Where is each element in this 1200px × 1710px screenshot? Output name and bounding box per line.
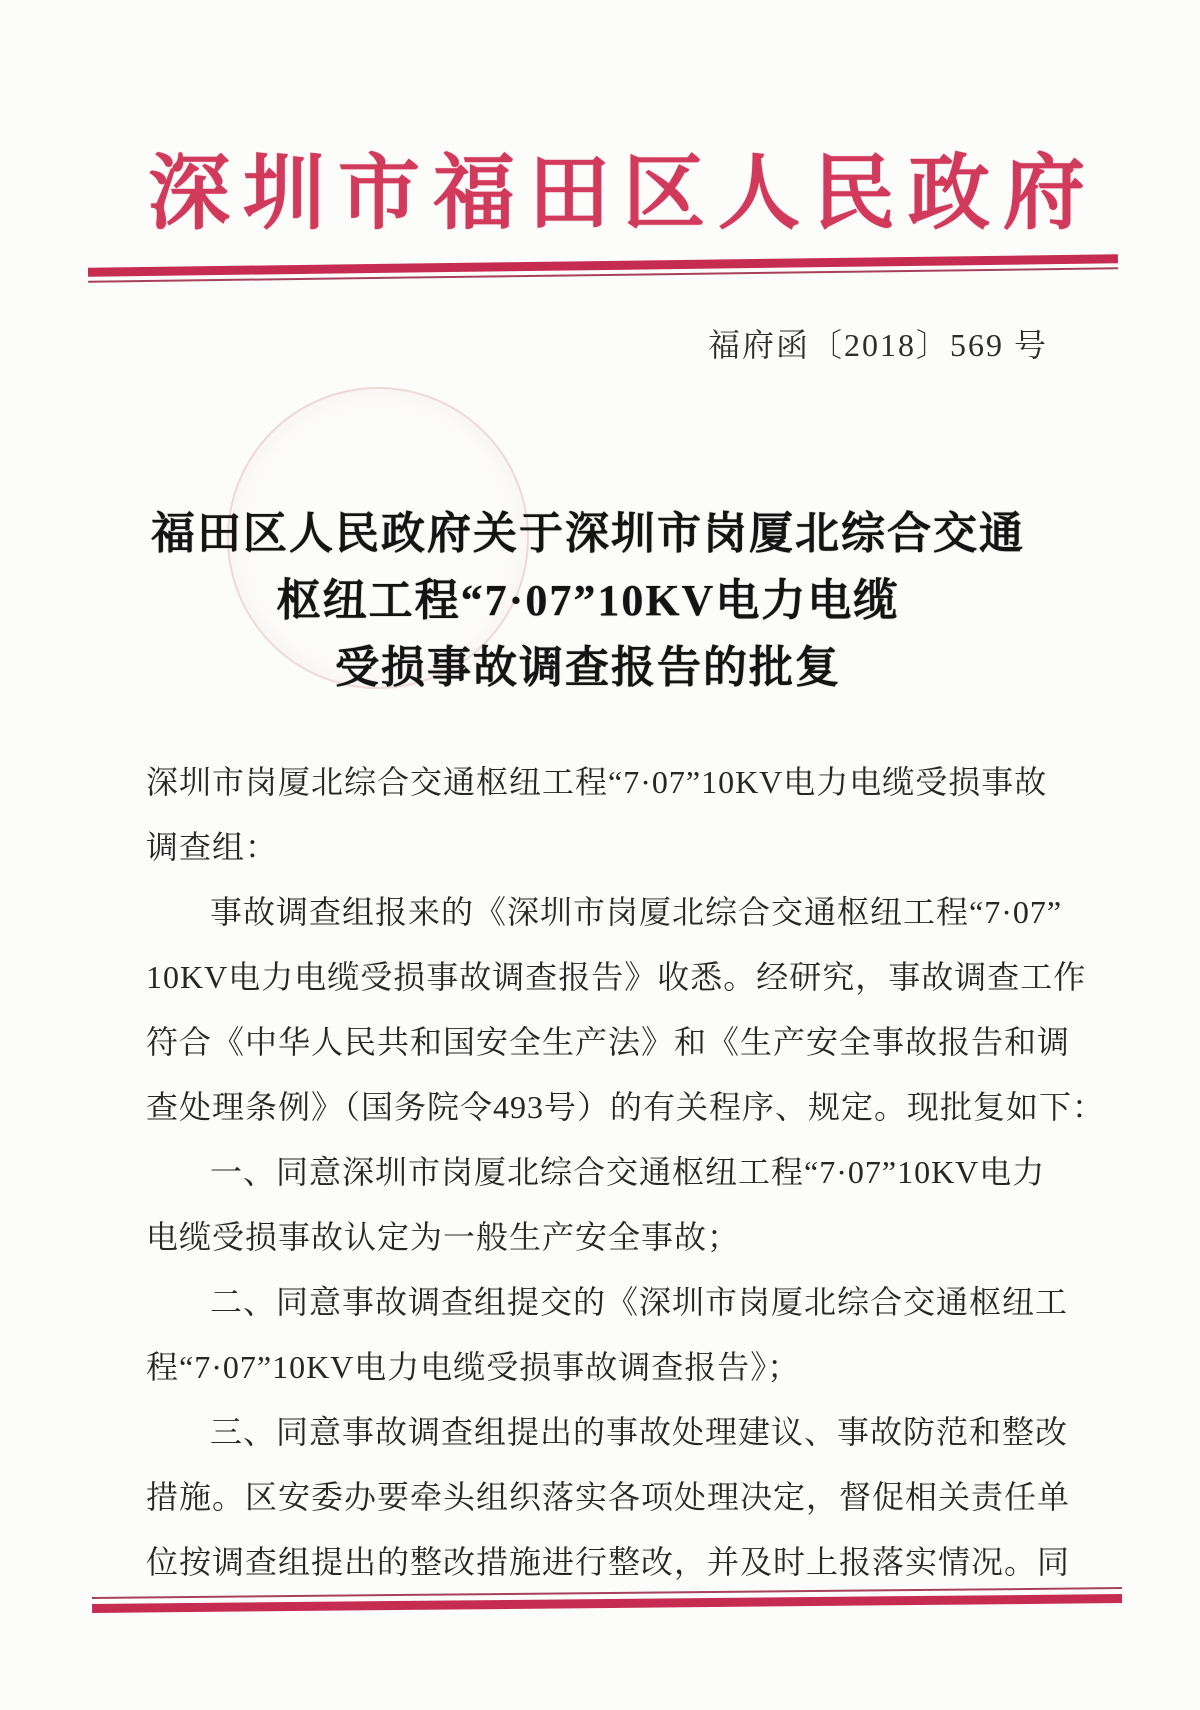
body-line-intro-start: 事故调查组报来的《深圳市岗厦北综合交通枢纽工程“7·07” <box>210 894 1063 930</box>
body-line-intro-cont-1: 10KV电力电缆受损事故调查报告》收悉。经研究，事故调查工作 <box>146 959 1087 995</box>
document-title-line-2: 枢纽工程“7·07”10KV电力电缆 <box>276 576 900 625</box>
letterhead-divider-rule <box>88 254 1118 282</box>
document-title-line-1: 福田区人民政府关于深圳市岗厦北综合交通 <box>151 509 1025 558</box>
body-line-item-3-start: 三、同意事故调查组提出的事故处理建议、事故防范和整改 <box>210 1414 1069 1450</box>
document-body <box>146 750 1106 1595</box>
document-reference-number: 福府函〔2018〕569 号 <box>707 327 1048 363</box>
body-line-intro-cont-3: 查处理条例》（国务院令493号）的有关程序、规定。现批复如下： <box>146 1089 1106 1125</box>
document-title <box>0 500 1188 701</box>
body-line-addressee-end: 调查组： <box>146 829 279 865</box>
letterhead-org-name: 深圳市福田区人民政府 <box>148 148 1099 239</box>
body-line-item-1-start: 一、同意深圳市岗厦北综合交通枢纽工程“7·07”10KV电力 <box>210 1154 1046 1190</box>
body-line-intro-cont-2: 符合《中华人民共和国安全生产法》和《生产安全事故报告和调 <box>146 1024 1071 1060</box>
document-title-line-3: 受损事故调查报告的批复 <box>335 643 841 692</box>
body-line-item-3-cont-1: 措施。区安委办要牵头组织落实各项处理决定，督促相关责任单 <box>146 1479 1071 1515</box>
body-line-item-2-start: 二、同意事故调查组提交的《深圳市岗厦北综合交通枢纽工 <box>210 1284 1069 1320</box>
body-line-addressee: 深圳市岗厦北综合交通枢纽工程“7·07”10KV电力电缆受损事故 <box>146 764 1048 800</box>
body-line-item-3-cont-2: 位按调查组提出的整改措施进行整改，并及时上报落实情况。同 <box>146 1544 1071 1580</box>
body-line-item-1-cont: 电缆受损事故认定为一般生产安全事故； <box>146 1219 741 1255</box>
body-line-item-2-cont: 程“7·07”10KV电力电缆受损事故调查报告》； <box>146 1349 801 1385</box>
